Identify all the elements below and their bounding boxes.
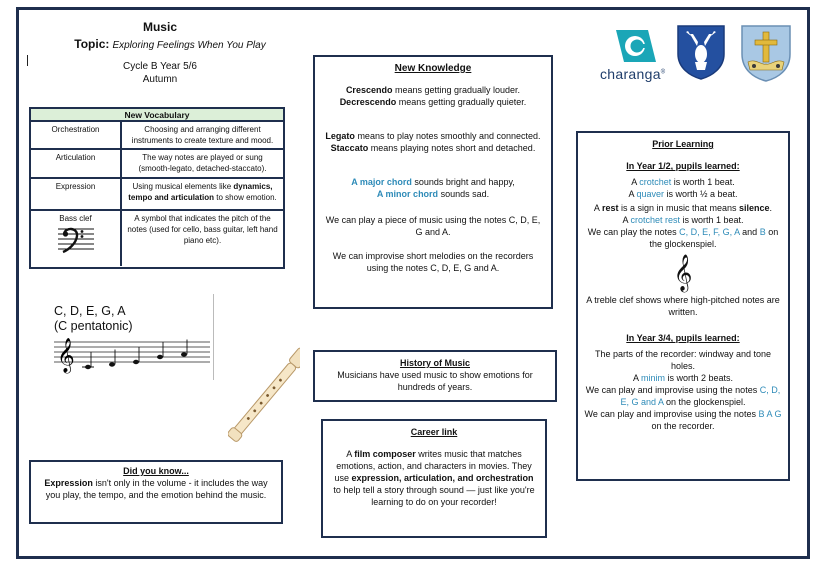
prior-highlight: crotchet [639,177,672,187]
history-heading: History of Music [399,358,470,368]
new-knowledge-heading: New Knowledge [394,63,472,74]
nk-text: means getting gradually quieter. [396,97,527,107]
prior-highlight: minim [640,373,665,383]
prior-highlight: quaver [636,189,664,199]
nk-staccato [325,142,541,154]
prior-text: A [622,215,631,225]
prior-text: and [739,227,760,237]
prior-rest [584,202,782,214]
nk-text: means getting gradually louder. [392,85,521,95]
prior-text: A [593,203,602,213]
prior-highlight: C, D, E, G and A [620,385,781,407]
prior-text: on the glockenspiel. [649,227,779,249]
pentatonic-subtitle: (C pentatonic) [54,319,133,333]
vocabulary-table [29,107,285,269]
prior-recorder-parts: The parts of the recorder: windway and tone holes. [594,349,772,371]
did-you-know-text [39,477,273,501]
svg-text:𝄞: 𝄞 [57,338,75,373]
new-knowledge-box [313,55,553,309]
career-bold: film composer [354,449,416,459]
nk-text: means to play notes smoothly and connected. [354,131,541,141]
prior-recorder-improvise [584,408,782,432]
nk-crescendo [325,84,541,96]
page-title: Music [142,20,177,34]
prior-treble-clef: A treble clef shows where high-pitched notes are written. [586,295,780,317]
cycle-label: Cycle B Year 5/6 [123,61,197,72]
prior-bold: rest [601,203,619,213]
treble-clef-wrap [584,250,782,294]
prior-highlight: B [759,227,766,237]
vocab-definition [122,179,283,209]
prior-glock-improvise [584,384,782,408]
nk-text: sounds sad. [438,189,490,199]
prior-bold: silence [739,203,770,213]
nk-text: sounds bright and happy, [411,177,515,187]
vocab-definition: Choosing and arranging different instruments to create texture and mood. [131,125,274,145]
career-box [321,419,547,538]
career-text-part: writes music that matches emotions, action, and characters in movies. They use [334,449,532,483]
vocab-row-orchestration [31,122,283,150]
prior-minim [584,372,782,384]
prior-text: is a sign in music that means [618,203,740,213]
prior-text: is worth 1 beat. [671,177,735,187]
prior-text: We can play and improvise using the notes [585,385,760,395]
career-heading: Career link [410,427,458,437]
prior-text: is worth 2 beats. [664,373,734,383]
nk-decrescendo [325,96,541,108]
prior-quaver [584,188,782,200]
history-box [313,350,557,402]
term-label: Autumn [142,74,178,85]
topic [40,37,300,51]
bass-clef-icon [56,223,96,255]
charanga-logo [598,26,668,84]
career-text [333,448,535,508]
treble-staff-icon [52,336,212,376]
vocab-row-expression [31,179,283,211]
recorder-icon [228,344,300,454]
school-crest-cross-icon [740,24,792,82]
prior-highlight: crotchet rest [630,215,680,225]
nk-legato [325,130,541,142]
nk-term: Legato [325,131,355,141]
prior-heading: Prior Learning [652,139,714,149]
vocab-term-label: Bass clef [59,214,92,223]
vocab-term [31,211,122,266]
prior-learning-box [576,131,790,481]
prior-glockenspiel [584,226,782,250]
vocab-definition: A symbol that indicates the pitch of the notes (used for cello, bass guitar, left hand piano etc). [127,214,278,245]
charanga-wordmark [600,66,666,82]
school-crest-stag-icon [676,24,726,80]
pentatonic-staff [50,294,214,380]
def-text: Using musical elements like [132,182,234,191]
nk-play-notes: We can play a piece of music using the notes C, D, E, G and A. [325,215,541,237]
prior-text: A [631,177,640,187]
treble-clef-icon: 𝄞 [673,253,693,291]
prior-text: on the glockenspiel. [663,397,746,407]
cycle-info [70,60,250,86]
history-text: Musicians have used music to show emotions for hundreds of years. [337,370,533,392]
nk-text: means playing notes short and detached. [368,143,536,153]
prior-crotchet-rest [584,214,782,226]
did-you-know-heading: Did you know... [123,466,189,476]
vocab-definition: The way notes are played or sung (smooth-legato, detached-staccato). [138,153,267,173]
prior-text: . [769,203,773,213]
def-bold: dynamics, tempo and articulation [128,182,273,202]
prior-text: is worth ½ a beat. [664,189,738,199]
nk-term: Crescendo [345,85,393,95]
pentatonic-notes-label: C, D, E, G, A [54,304,126,318]
did-you-know-body: isn't only in the volume - it includes the way you play, the tempo, and the emotion behind the music. [45,478,268,500]
did-you-know-box [29,460,283,524]
nk-major-chord [325,176,541,188]
vocab-term: Orchestration [31,122,122,148]
nk-minor-chord [325,188,541,200]
text-cursor [27,55,28,66]
vocab-row-articulation [31,150,283,179]
topic-label: Topic: [74,37,110,51]
nk-highlight: A major chord [351,177,412,187]
charanga-reg: ® [660,69,666,76]
y12-heading: In Year 1/2, pupils learned: [626,161,740,171]
nk-term: Staccato [330,143,369,153]
prior-highlight: B A G [758,409,782,419]
vocab-term: Articulation [31,150,122,177]
charanga-text: charanga [600,66,661,82]
topic-value: Exploring Feelings When You Play [112,40,266,51]
nk-highlight: A minor chord [376,189,439,199]
vocabulary-heading: New Vocabulary [31,109,283,122]
def-text: to show emotion. [214,193,277,202]
prior-text: We can play the notes [587,227,680,237]
prior-text: A [628,189,637,199]
nk-improvise: We can improvise short melodies on the recorders using the notes C, D, E, G and A. [332,251,534,273]
pentatonic-caption [54,304,133,334]
charanga-mark-icon [598,26,668,68]
career-text-part: A [346,449,355,459]
prior-text: is worth 1 beat. [680,215,744,225]
prior-text: We can play and improvise using the notes [584,409,759,419]
did-you-know-bold: Expression [44,478,93,488]
vocab-term: Expression [31,179,122,209]
prior-text: A [632,373,641,383]
prior-text: on the recorder. [651,421,715,431]
career-text-part: to help tell a story through sound — just like you're learning to do on your recorder! [333,485,535,507]
y34-heading: In Year 3/4, pupils learned: [626,333,740,343]
vocab-row-bass-clef [31,211,283,266]
career-bold: expression, articulation, and orchestration [351,473,534,483]
nk-term: Decrescendo [339,97,397,107]
prior-crotchet [584,176,782,188]
prior-highlight: C, D, E, F, G, A [679,227,740,237]
